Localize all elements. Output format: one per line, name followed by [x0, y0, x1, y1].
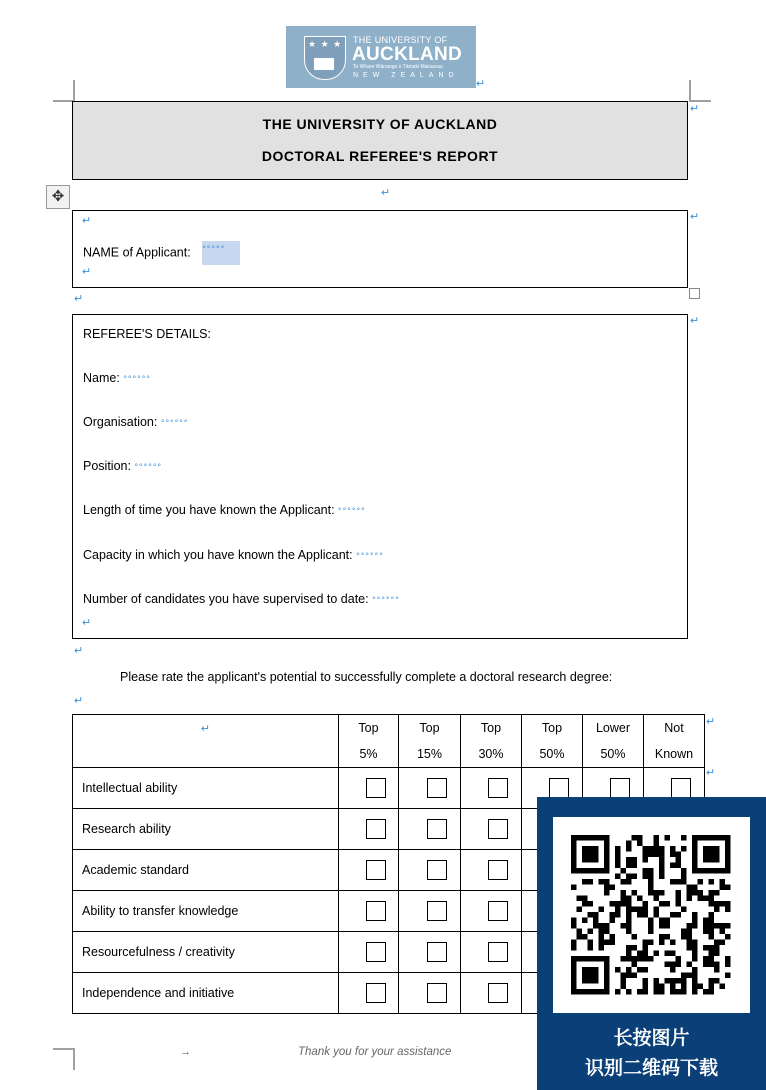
rating-checkbox[interactable] — [427, 778, 447, 798]
applicant-box: ↵ NAME of Applicant: °°°°° ↵ — [72, 210, 688, 288]
rating-checkbox[interactable] — [366, 901, 386, 921]
footer-text: Thank you for your assistance — [298, 1046, 452, 1058]
qr-caption-line-1: 长按图片 — [613, 1028, 690, 1049]
university-title: THE UNIVERSITY OF AUCKLAND — [262, 116, 498, 132]
paragraph-mark: ↵ — [381, 187, 391, 199]
crop-mark — [53, 1048, 75, 1070]
crop-mark — [689, 80, 711, 102]
logo-line-1: THE UNIVERSITY OF — [353, 35, 448, 45]
qr-download-overlay[interactable] — [537, 797, 766, 1090]
applicant-name-label: NAME of Applicant: — [83, 245, 191, 260]
logo-line-2: AUCKLAND — [352, 44, 463, 65]
rating-checkbox[interactable] — [427, 983, 447, 1003]
referee-field-candidates[interactable]: Number of candidates you have supervised to date: °°°°°° — [83, 592, 400, 606]
rating-checkbox[interactable] — [671, 778, 691, 798]
rating-checkbox[interactable] — [488, 942, 508, 962]
referee-heading: REFEREE'S DETAILS: — [83, 327, 211, 341]
rating-checkbox[interactable] — [427, 901, 447, 921]
referee-details-box: REFEREE'S DETAILS: Name: °°°°°° Organisation: °°°°°° Position: °°°°°° Length of time you have known the Applicant: °°°°°° Capacity in which you have known the Applicant: °°°°°° Number of candidates you have supervised to date: °°°°°° ↵ — [72, 314, 688, 639]
criterion-label: Research ability — [73, 809, 339, 850]
rating-checkbox[interactable] — [366, 983, 386, 1003]
rating-checkbox[interactable] — [366, 819, 386, 839]
rating-checkbox[interactable] — [366, 860, 386, 880]
criterion-label: Ability to transfer knowledge — [73, 891, 339, 932]
logo-line-4: NEW ZEALAND — [353, 72, 459, 79]
title-box — [72, 101, 688, 180]
rating-checkbox[interactable] — [488, 901, 508, 921]
rating-header-top5: Top 5% — [339, 715, 399, 768]
tab-arrow: → — [180, 1046, 191, 1058]
criterion-label: Independence and initiative — [73, 973, 339, 1014]
logo-line-3: Te Whare Wānanga o Tāmaki Makaurau — [353, 64, 443, 70]
rating-header-blank: ↵ — [73, 715, 339, 768]
qr-caption-line-2: 识别二维码下载 — [584, 1058, 718, 1079]
table-resize-handle[interactable] — [689, 288, 700, 299]
referee-field-length-known[interactable]: Length of time you have known the Applicant: °°°°°° — [83, 503, 366, 517]
referee-field-capacity[interactable]: Capacity in which you have known the Applicant: °°°°°° — [83, 548, 384, 562]
rating-header-lower50: Lower 50% — [583, 715, 644, 768]
qr-code-icon — [553, 817, 750, 1013]
rating-checkbox[interactable] — [427, 819, 447, 839]
applicant-name-field[interactable]: °°°°° — [202, 241, 240, 265]
referee-field-name[interactable]: Name: °°°°°° — [83, 371, 151, 385]
paragraph-mark: ↵ — [690, 103, 700, 115]
rating-checkbox[interactable] — [427, 860, 447, 880]
criterion-label: Resourcefulness / creativity — [73, 932, 339, 973]
university-logo — [286, 26, 476, 88]
rating-checkbox[interactable] — [427, 942, 447, 962]
criterion-label: Intellectual ability — [73, 768, 339, 809]
rating-checkbox[interactable] — [488, 983, 508, 1003]
rating-header-row — [73, 715, 705, 768]
rating-prompt: Please rate the applicant's potential to successfully complete a doctoral research degree: — [120, 670, 613, 684]
rating-checkbox[interactable] — [366, 778, 386, 798]
rating-checkbox[interactable] — [366, 942, 386, 962]
rating-checkbox[interactable] — [488, 860, 508, 880]
referee-field-position[interactable]: Position: °°°°°° — [83, 459, 163, 473]
paragraph-mark: ↵ — [476, 78, 486, 90]
rating-header-top30: Top 30% — [461, 715, 522, 768]
referee-field-organisation[interactable]: Organisation: °°°°°° — [83, 415, 189, 429]
criterion-label: Academic standard — [73, 850, 339, 891]
crop-mark — [53, 80, 75, 102]
table-move-handle[interactable]: ✥ — [46, 185, 70, 209]
qr-code[interactable] — [553, 817, 750, 1013]
rating-checkbox[interactable] — [610, 778, 630, 798]
rating-checkbox[interactable] — [488, 819, 508, 839]
crest-icon: ★ ★ ★ — [304, 36, 346, 80]
rating-header-top50: Top 50% — [522, 715, 583, 768]
rating-header-not-known: Not Known — [644, 715, 705, 768]
rating-header-top15: Top 15% — [399, 715, 461, 768]
rating-checkbox[interactable] — [488, 778, 508, 798]
rating-checkbox[interactable] — [549, 778, 569, 798]
report-title: DOCTORAL REFEREE'S REPORT — [261, 148, 499, 164]
